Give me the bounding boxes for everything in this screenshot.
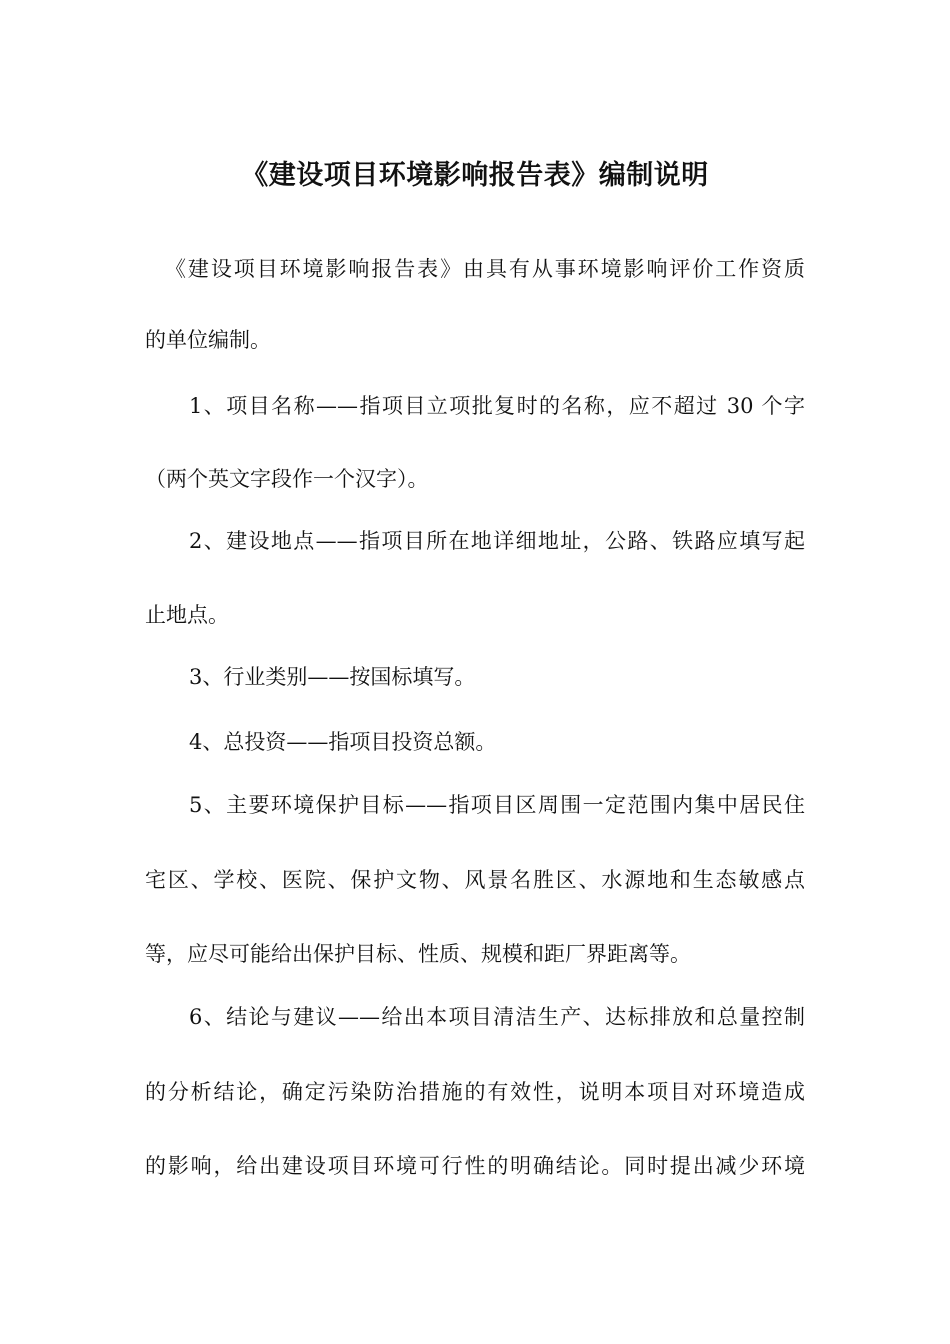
paragraph-line: 6、结论与建议——给出本项目清洁生产、达标排放和总量控制 [189,1005,805,1029]
paragraph-line: 3、行业类别——按国标填写。 [189,665,476,689]
paragraph-line: 1、项目名称——指项目立项批复时的名称，应不超过 30 个字 [189,394,805,418]
document-title: 《建设项目环境影响报告表》编制说明 [241,160,709,191]
paragraph-line: 止地点。 [145,603,229,627]
paragraph-line: 等，应尽可能给出保护目标、性质、规模和距厂界距离等。 [145,942,691,966]
paragraph-line: 《建设项目环境影响报告表》由具有从事环境影响评价工作资质 [165,257,805,281]
paragraph-line: 的单位编制。 [145,328,271,352]
paragraph-line: 的分析结论，确定污染防治措施的有效性，说明本项目对环境造成 [145,1080,805,1104]
paragraph-line: 的影响，给出建设项目环境可行性的明确结论。同时提出减少环境 [145,1154,805,1178]
paragraph-line: 宅区、学校、医院、保护文物、风景名胜区、水源地和生态敏感点 [145,868,805,892]
paragraph-line: 5、主要环境保护目标——指项目区周围一定范围内集中居民住 [189,793,805,817]
paragraph-line: 2、建设地点——指项目所在地详细地址，公路、铁路应填写起 [189,529,805,553]
paragraph-line: （两个英文字段作一个汉字）。 [145,467,429,491]
paragraph-line: 4、总投资——指项目投资总额。 [189,730,497,754]
